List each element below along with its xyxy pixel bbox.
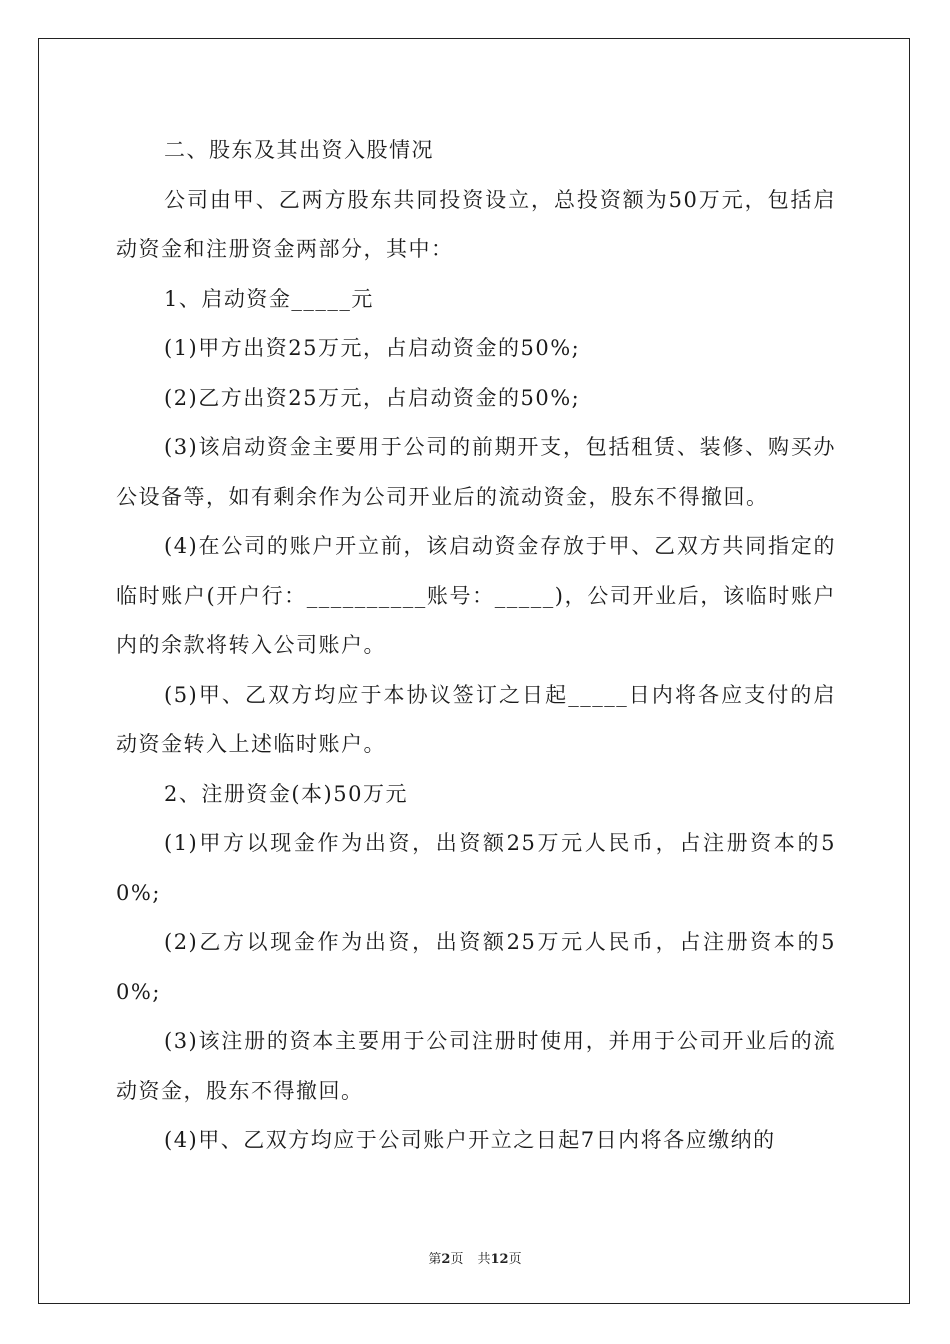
clause: (2)乙方以现金作为出资，出资额25万元人民币，占注册资本的50%; bbox=[116, 930, 836, 1004]
page-footer bbox=[0, 1248, 950, 1267]
section-heading: 二、股东及其出资入股情况 bbox=[164, 138, 434, 162]
subsection-heading-registered-capital: 2、注册资金(本)50万元 bbox=[164, 781, 408, 806]
document-body bbox=[116, 126, 836, 1166]
clause: (2)乙方出资25万元，占启动资金的50%; bbox=[164, 385, 581, 410]
total-pages: 12 bbox=[490, 1252, 509, 1267]
page-number: 2 bbox=[441, 1252, 451, 1267]
clause: (3)该启动资金主要用于公司的前期开支，包括租赁、装修、购买办公设备等，如有剩余作为公司开业后的流动资金，股东不得撤回。 bbox=[116, 435, 836, 509]
clause: (5)甲、乙双方均应于本协议签订之日起_____日内将各应支付的启动资金转入上述临时账户。 bbox=[116, 682, 836, 756]
clause: (1)甲方以现金作为出资，出资额25万元人民币，占注册资本的50%; bbox=[116, 831, 836, 905]
page-suffix: 页 bbox=[450, 1252, 464, 1267]
page-prefix: 第 bbox=[428, 1252, 442, 1267]
subsection-heading-startup-capital: 1、启动资金_____元 bbox=[164, 286, 374, 311]
clause: (4)甲、乙双方均应于公司账户开立之日起7日内将各应缴纳的 bbox=[164, 1128, 776, 1152]
clause: (3)该注册的资本主要用于公司注册时使用，并用于公司开业后的流动资金，股东不得撤回。 bbox=[116, 1029, 836, 1103]
clause: (4)在公司的账户开立前，该启动资金存放于甲、乙双方共同指定的临时账户(开户行：__________账号：_____)，公司开业后，该临时账户内的余款将转入公司账户。 bbox=[116, 534, 836, 657]
clause: (1)甲方出资25万元，占启动资金的50%; bbox=[164, 336, 581, 360]
paragraph: 公司由甲、乙两方股东共同投资设立，总投资额为50万元，包括启动资金和注册资金两部分，其中： bbox=[116, 187, 836, 261]
total-prefix: 共 bbox=[477, 1252, 491, 1267]
total-suffix: 页 bbox=[508, 1252, 522, 1267]
